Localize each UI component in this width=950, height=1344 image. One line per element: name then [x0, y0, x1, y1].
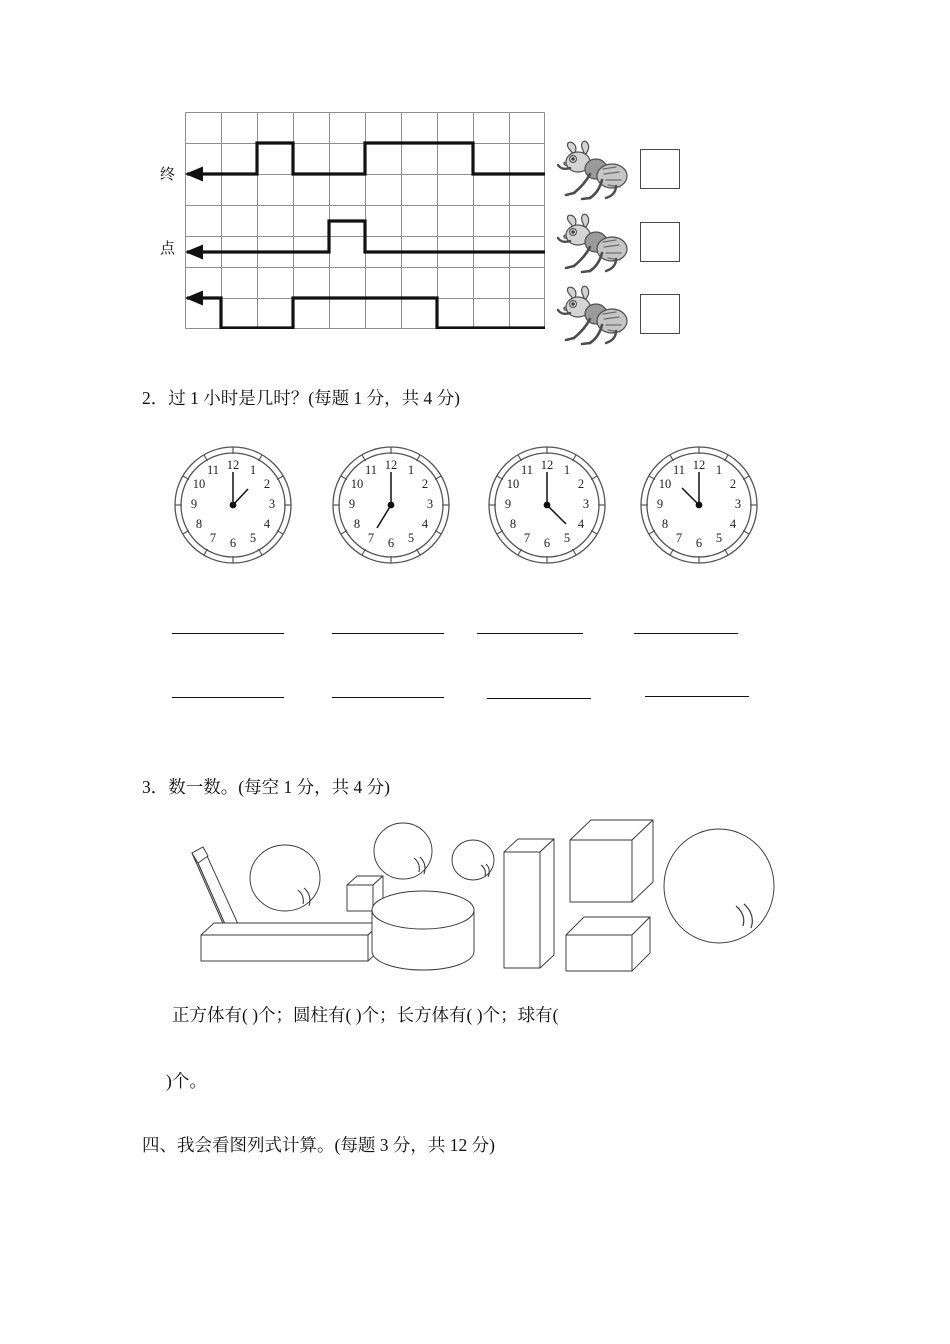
finish-line-label	[160, 168, 184, 320]
sphere-tiny	[452, 840, 494, 880]
svg-text:10: 10	[192, 476, 206, 491]
svg-text:11: 11	[672, 462, 686, 477]
svg-text:6: 6	[695, 535, 703, 550]
svg-text:7: 7	[209, 530, 217, 545]
sphere-small-upper	[374, 823, 432, 879]
svg-text:2: 2	[263, 476, 271, 491]
question-3-heading: 3．数一数。(每空 1 分，共 4 分)	[142, 777, 390, 797]
answer-box-1[interactable]	[640, 149, 680, 189]
question-3-prompt-line-1: 正方体有( )个；圆柱有( )个；长方体有( )个；球有(	[172, 1005, 559, 1025]
racer-row-2	[556, 211, 696, 277]
svg-text:7: 7	[523, 530, 531, 545]
answer-box-2[interactable]	[640, 222, 680, 262]
svg-text:1: 1	[563, 462, 571, 477]
svg-text:8: 8	[353, 516, 361, 531]
svg-text:3: 3	[426, 496, 434, 511]
svg-text:6: 6	[229, 535, 237, 550]
svg-text:5: 5	[249, 530, 257, 545]
racer-row-1	[556, 138, 696, 204]
maze-grid-svg	[185, 112, 545, 329]
sphere-large	[664, 829, 774, 943]
answer-line-r1c3[interactable]	[477, 633, 583, 634]
svg-text:12: 12	[540, 457, 554, 472]
clock-face-4	[638, 444, 760, 566]
svg-text:2: 2	[729, 476, 737, 491]
cuboid-flat-long	[201, 923, 381, 961]
svg-text:8: 8	[661, 516, 669, 531]
svg-text:8: 8	[195, 516, 203, 531]
svg-text:10: 10	[350, 476, 364, 491]
svg-text:12: 12	[692, 457, 706, 472]
answer-line-r2c1[interactable]	[172, 697, 284, 698]
svg-text:9: 9	[348, 496, 356, 511]
svg-text:12: 12	[384, 457, 398, 472]
svg-text:6: 6	[543, 535, 551, 550]
svg-text:1: 1	[715, 462, 723, 477]
svg-text:5: 5	[715, 530, 723, 545]
svg-text:3: 3	[734, 496, 742, 511]
answer-line-r2c3[interactable]	[487, 698, 591, 699]
answer-line-r2c4[interactable]	[645, 696, 749, 697]
svg-text:7: 7	[675, 530, 683, 545]
answer-line-r1c1[interactable]	[172, 633, 284, 634]
svg-text:4: 4	[729, 516, 737, 531]
svg-text:11: 11	[364, 462, 378, 477]
solids-svg	[170, 818, 790, 973]
running-ant-icon	[556, 211, 630, 275]
cube-large	[570, 820, 653, 902]
svg-text:4: 4	[263, 516, 271, 531]
svg-text:1: 1	[407, 462, 415, 477]
svg-text:9: 9	[504, 496, 512, 511]
clock-face-2	[330, 444, 452, 566]
clock-row	[170, 444, 790, 570]
svg-text:1: 1	[249, 462, 257, 477]
finish-label-char-1: 终	[160, 167, 176, 183]
running-ant-icon	[556, 283, 630, 347]
svg-text:5: 5	[407, 530, 415, 545]
ant-path-top	[187, 143, 545, 174]
svg-text:2: 2	[577, 476, 585, 491]
cuboid-tall-upright	[504, 839, 554, 968]
answer-line-r1c2[interactable]	[332, 633, 444, 634]
svg-text:8: 8	[509, 516, 517, 531]
svg-text:4: 4	[577, 516, 585, 531]
question-1-maze-block	[0, 0, 950, 370]
answer-line-r1c4[interactable]	[634, 633, 738, 634]
question-3-prompt-line-2: )个。	[166, 1071, 207, 1091]
svg-text:12: 12	[226, 457, 240, 472]
section-4-heading: 四、我会看图列式计算。(每题 3 分，共 12 分)	[142, 1135, 495, 1155]
svg-text:9: 9	[656, 496, 664, 511]
svg-text:7: 7	[367, 530, 375, 545]
svg-text:11: 11	[520, 462, 534, 477]
svg-text:10: 10	[658, 476, 672, 491]
svg-text:4: 4	[421, 516, 429, 531]
answer-line-r2c2[interactable]	[332, 697, 444, 698]
answer-box-3[interactable]	[640, 294, 680, 334]
cuboid-box	[566, 917, 650, 971]
svg-text:11: 11	[206, 462, 220, 477]
svg-text:3: 3	[582, 496, 590, 511]
svg-text:5: 5	[563, 530, 571, 545]
svg-text:2: 2	[421, 476, 429, 491]
svg-text:6: 6	[387, 535, 395, 550]
sphere-medium	[250, 845, 320, 911]
svg-text:9: 9	[190, 496, 198, 511]
finish-label-char-2: 点	[160, 241, 176, 257]
running-ant-icon	[556, 138, 630, 202]
clock-face-3	[486, 444, 608, 566]
question-2-heading: 2．过 1 小时是几时？(每题 1 分，共 4 分)	[142, 388, 460, 408]
clock-face-1	[172, 444, 294, 566]
cylinder-short	[372, 891, 474, 970]
maze-grid	[185, 112, 545, 329]
solids-figure-group	[170, 818, 790, 973]
svg-text:3: 3	[268, 496, 276, 511]
svg-text:10: 10	[506, 476, 520, 491]
racer-row-3	[556, 283, 696, 349]
